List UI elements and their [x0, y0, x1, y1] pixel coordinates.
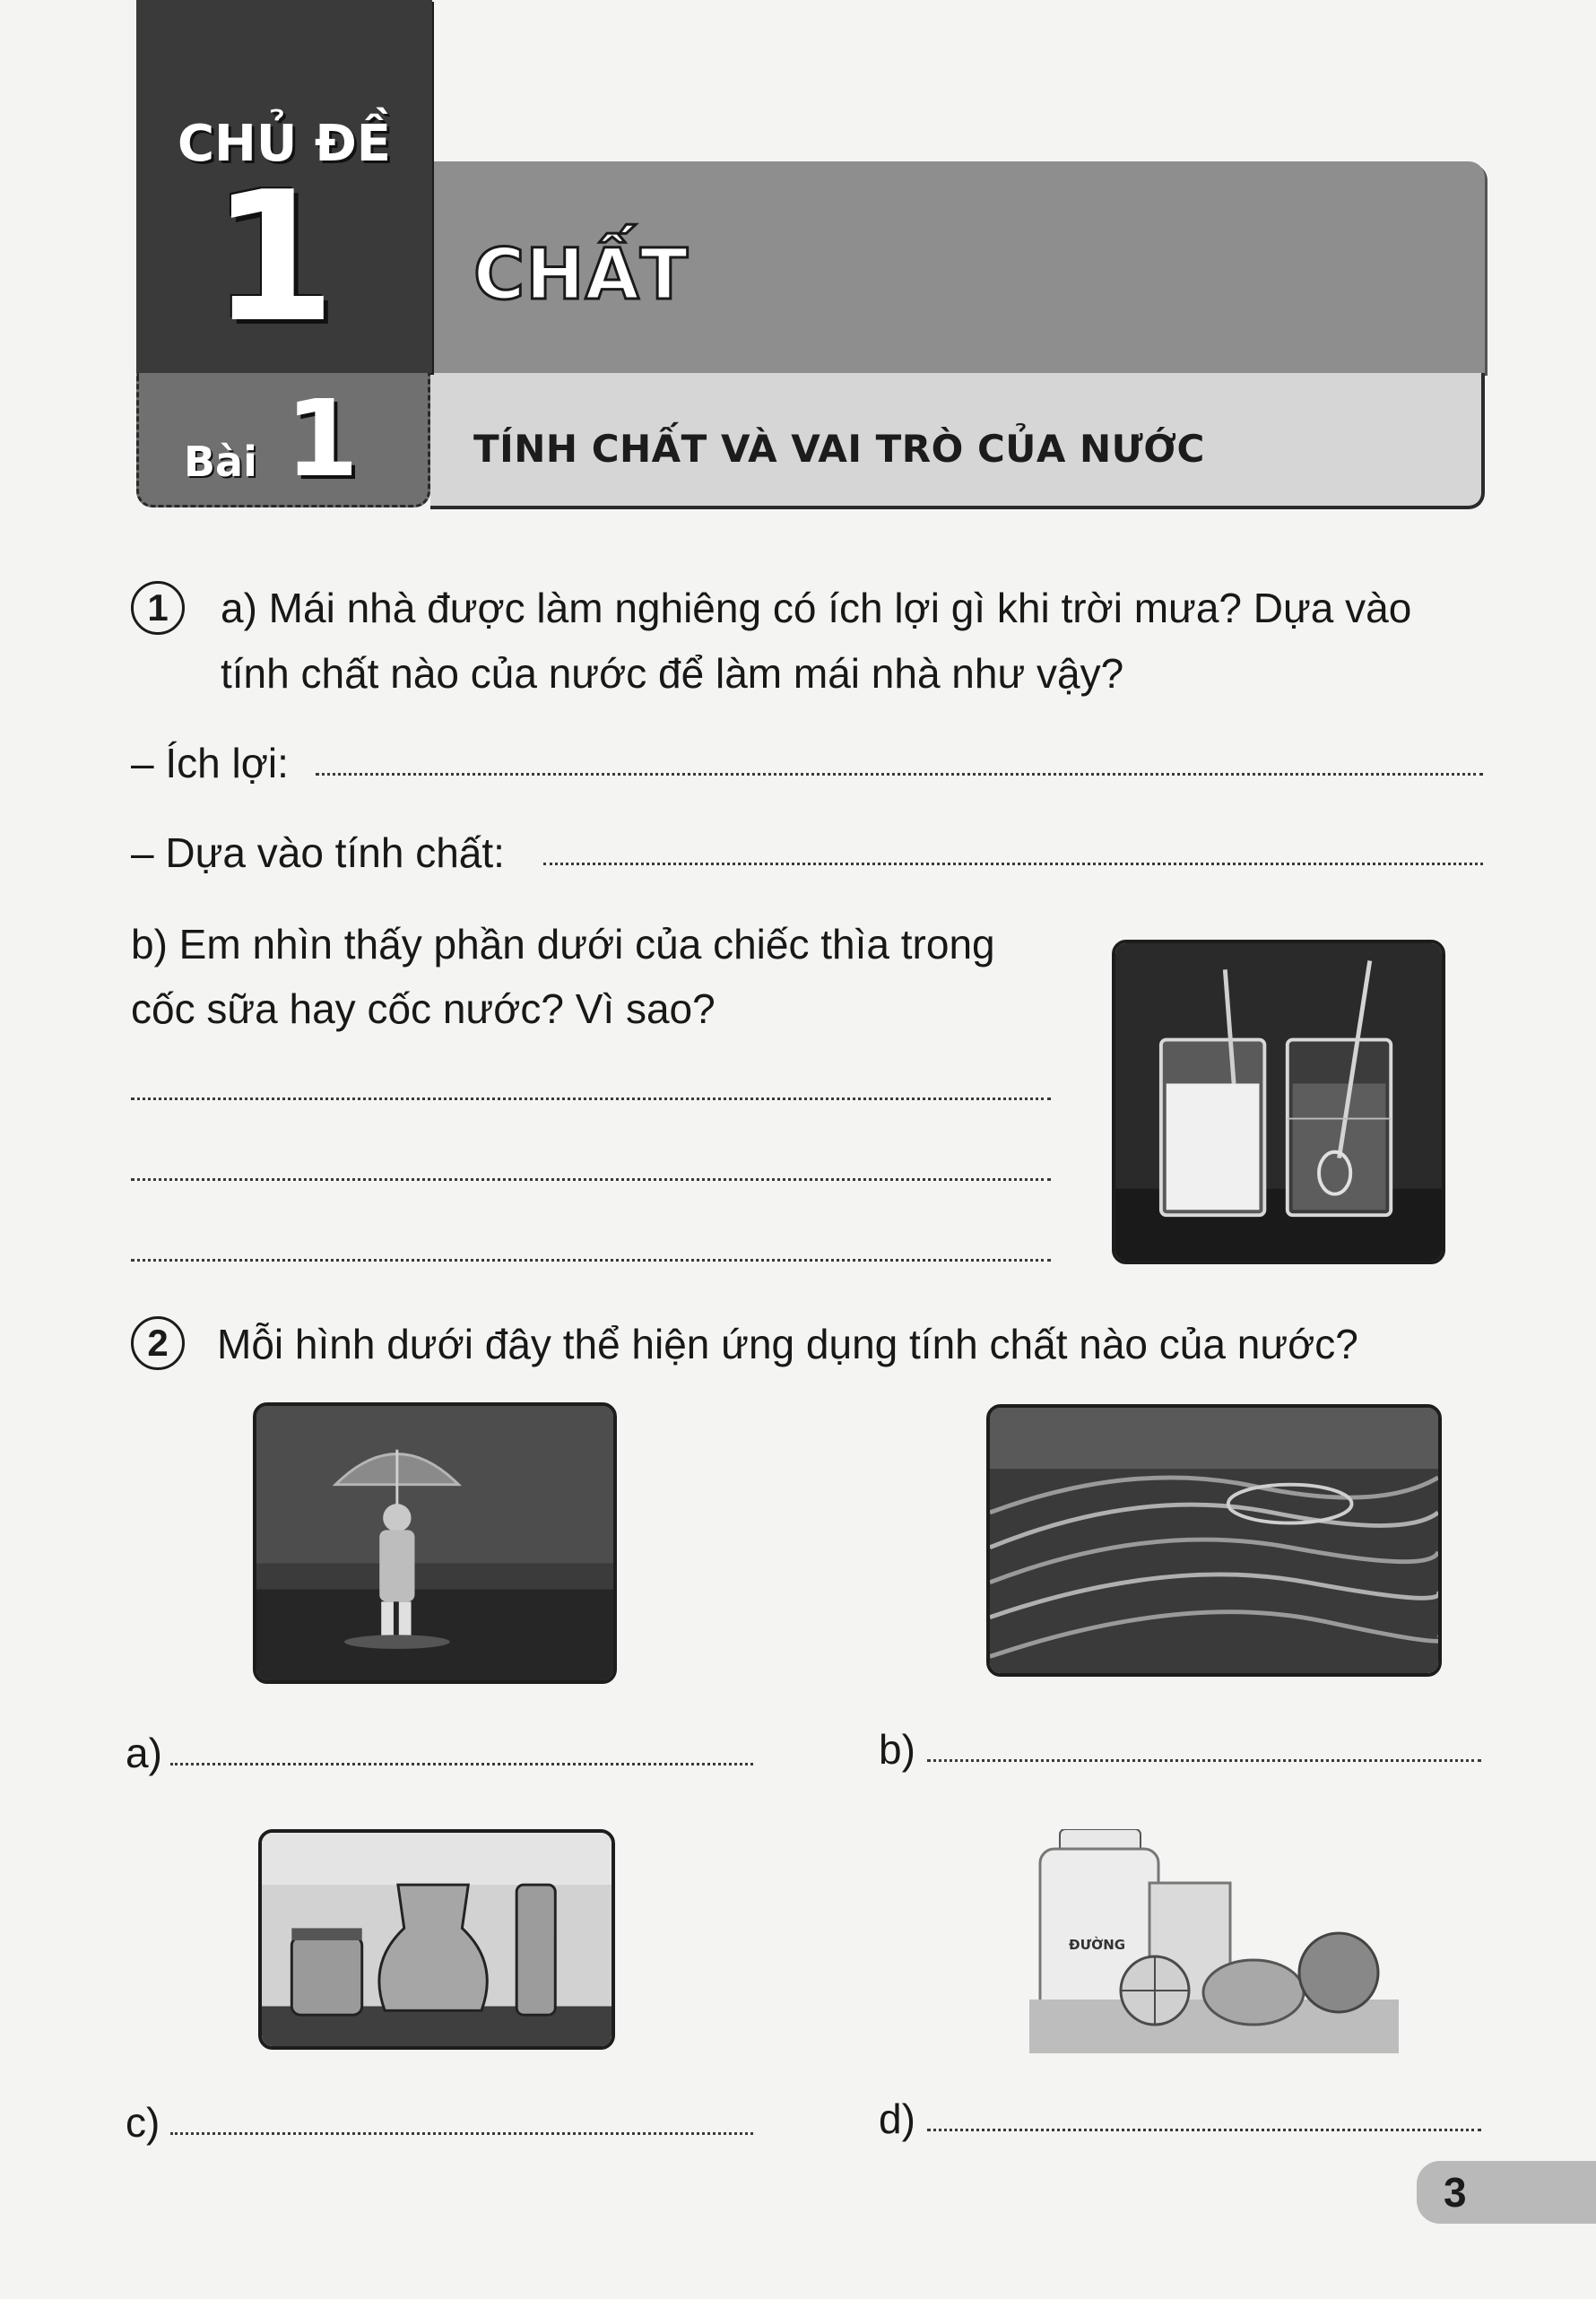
q2d-answer-line[interactable] [927, 2129, 1481, 2131]
lesson-badge [136, 373, 430, 508]
question-2-number: 2 [131, 1316, 185, 1370]
q2-label-d: d) [879, 2095, 915, 2142]
question-1-number: 1 [131, 581, 185, 635]
q1b-answer-line-3[interactable] [131, 1259, 1051, 1262]
q2-label-a: a) [126, 1730, 162, 1776]
topic-title: CHẤT [473, 235, 690, 316]
sugar-and-lemon-photo [1029, 1829, 1399, 2059]
q1b-answer-line-2[interactable] [131, 1178, 1051, 1181]
q2-label-c: c) [126, 2099, 160, 2146]
q2a-answer-line[interactable] [170, 1763, 753, 1765]
q2c-answer-line[interactable] [170, 2132, 753, 2135]
rice-terraces-photo [986, 1404, 1442, 1677]
q1a-line-2: tính chất nào của nước để làm mái nhà như vậy? [221, 650, 1124, 697]
sugar-jar-label: ĐƯỜNG [1069, 1937, 1126, 1953]
lesson-word: Bài [184, 438, 257, 486]
q1b-line-2: cốc sữa hay cốc nước? Vì sao? [131, 985, 716, 1032]
milk-and-water-glasses-photo [1112, 940, 1445, 1264]
page-number: 3 [1444, 2169, 1467, 2216]
property-label: – Dựa vào tính chất: [131, 829, 505, 876]
benefit-label: – Ích lợi: [131, 740, 289, 786]
topic-number: 1 [211, 153, 336, 362]
property-answer-line[interactable] [543, 863, 1483, 865]
q2b-answer-line[interactable] [927, 1759, 1481, 1762]
q1b-line-1: b) Em nhìn thấy phần dưới của chiếc thìa trong [131, 921, 995, 967]
q1b-answer-line-1[interactable] [131, 1097, 1051, 1100]
topic-label: CHỦ ĐỀ [177, 115, 392, 173]
glass-containers-photo [258, 1829, 615, 2050]
benefit-answer-line[interactable] [316, 773, 1483, 776]
lesson-title: TÍNH CHẤT VÀ VAI TRÒ CỦA NƯỚC [473, 427, 1205, 471]
q2-prompt: Mỗi hình dưới đây thể hiện ứng dụng tính chất nào của nước? [217, 1321, 1358, 1367]
lesson-number: 1 [285, 377, 360, 500]
q1a-line-1: a) Mái nhà được làm nghiêng có ích lợi gì khi trời mưa? Dựa vào [221, 585, 1412, 631]
q2-label-b: b) [879, 1726, 915, 1773]
umbrella-child-photo [253, 1402, 617, 1684]
